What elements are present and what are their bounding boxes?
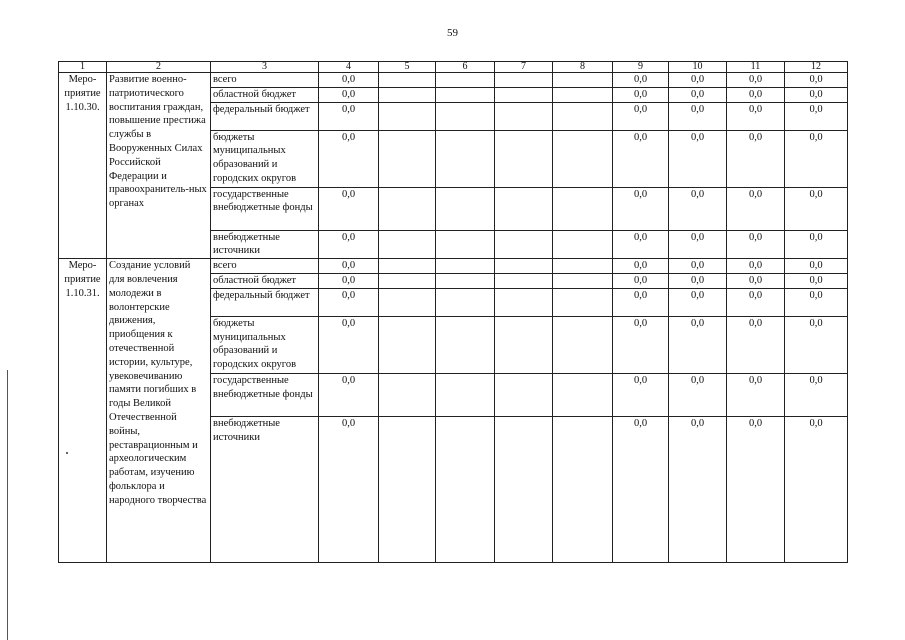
value-col12: 0,0 [785,130,848,187]
value-col11: 0,0 [727,73,785,88]
value-col9: 0,0 [613,273,669,288]
header-row [59,62,848,73]
value-col9: 0,0 [613,259,669,274]
value-col10: 0,0 [669,73,727,88]
column-header: 6 [436,62,495,73]
value-col10: 0,0 [669,316,727,373]
measure-name: Создание условий для вовлечения молодежи в волонтерские движения, приобщения к отечественной истории, культуре, увековечиванию памяти погибших в годы Великой Отечественной войны, реставрационным и археологическим работам, изучению фольклора и народного творчества [107,259,211,563]
column-header: 2 [107,62,211,73]
value-col10: 0,0 [669,373,727,416]
value-col4: 0,0 [319,259,379,274]
value-col11: 0,0 [727,102,785,130]
column-header: 3 [211,62,319,73]
measure-code: Меро-приятие 1.10.31. [59,259,107,563]
funding-source: бюджеты муниципальных образований и городских округов [211,316,319,373]
page-number: 59 [447,27,458,39]
value-col11: 0,0 [727,230,785,259]
value-col10: 0,0 [669,102,727,130]
value-col4: 0,0 [319,187,379,230]
column-header: 8 [553,62,613,73]
value-col9: 0,0 [613,187,669,230]
value-col12: 0,0 [785,73,848,88]
column-header: 7 [495,62,553,73]
value-col12: 0,0 [785,259,848,274]
value-col10: 0,0 [669,288,727,316]
value-col10: 0,0 [669,259,727,274]
funding-source: всего [211,259,319,274]
value-col11: 0,0 [727,87,785,102]
value-col11: 0,0 [727,259,785,274]
value-col12: 0,0 [785,288,848,316]
value-col10: 0,0 [669,273,727,288]
column-header: 10 [669,62,727,73]
measure-code: Меро-приятие 1.10.30. [59,73,107,259]
column-header: 11 [727,62,785,73]
value-col12: 0,0 [785,273,848,288]
value-col11: 0,0 [727,273,785,288]
budget-table [58,61,848,563]
value-col4: 0,0 [319,416,379,562]
value-col10: 0,0 [669,187,727,230]
value-col9: 0,0 [613,316,669,373]
value-col4: 0,0 [319,373,379,416]
value-col4: 0,0 [319,102,379,130]
value-col11: 0,0 [727,288,785,316]
table-row [59,73,848,88]
scan-edge-line [7,370,8,640]
column-header: 1 [59,62,107,73]
value-col12: 0,0 [785,416,848,562]
column-header: 9 [613,62,669,73]
value-col12: 0,0 [785,87,848,102]
value-col12: 0,0 [785,102,848,130]
value-col12: 0,0 [785,230,848,259]
column-header: 5 [379,62,436,73]
value-col4: 0,0 [319,87,379,102]
funding-source: бюджеты муниципальных образований и городских округов [211,130,319,187]
value-col9: 0,0 [613,288,669,316]
value-col11: 0,0 [727,373,785,416]
value-col11: 0,0 [727,187,785,230]
funding-source: федеральный бюджет [211,288,319,316]
value-col10: 0,0 [669,416,727,562]
funding-source: внебюджетные источники [211,230,319,259]
value-col4: 0,0 [319,130,379,187]
value-col12: 0,0 [785,316,848,373]
value-col10: 0,0 [669,230,727,259]
table-row [59,259,848,274]
value-col4: 0,0 [319,316,379,373]
value-col11: 0,0 [727,316,785,373]
value-col12: 0,0 [785,373,848,416]
value-col9: 0,0 [613,373,669,416]
measure-name: Развитие военно-патриотического воспитания граждан, повышение престижа службы в Вооруженных Силах Российской Федерации и правоохранитель-ных органах [107,73,211,259]
value-col4: 0,0 [319,288,379,316]
value-col11: 0,0 [727,416,785,562]
value-col9: 0,0 [613,130,669,187]
value-col9: 0,0 [613,87,669,102]
value-col4: 0,0 [319,273,379,288]
funding-source: государственные внебюджетные фонды [211,373,319,416]
value-col9: 0,0 [613,230,669,259]
value-col9: 0,0 [613,416,669,562]
value-col4: 0,0 [319,73,379,88]
funding-source: внебюджетные источники [211,416,319,562]
column-header: 4 [319,62,379,73]
value-col4: 0,0 [319,230,379,259]
value-col9: 0,0 [613,73,669,88]
column-header: 12 [785,62,848,73]
funding-source: всего [211,73,319,88]
funding-source: областной бюджет [211,87,319,102]
funding-source: областной бюджет [211,273,319,288]
value-col11: 0,0 [727,130,785,187]
value-col12: 0,0 [785,187,848,230]
value-col9: 0,0 [613,102,669,130]
funding-source: государственные внебюджетные фонды [211,187,319,230]
value-col10: 0,0 [669,130,727,187]
value-col10: 0,0 [669,87,727,102]
funding-source: федеральный бюджет [211,102,319,130]
